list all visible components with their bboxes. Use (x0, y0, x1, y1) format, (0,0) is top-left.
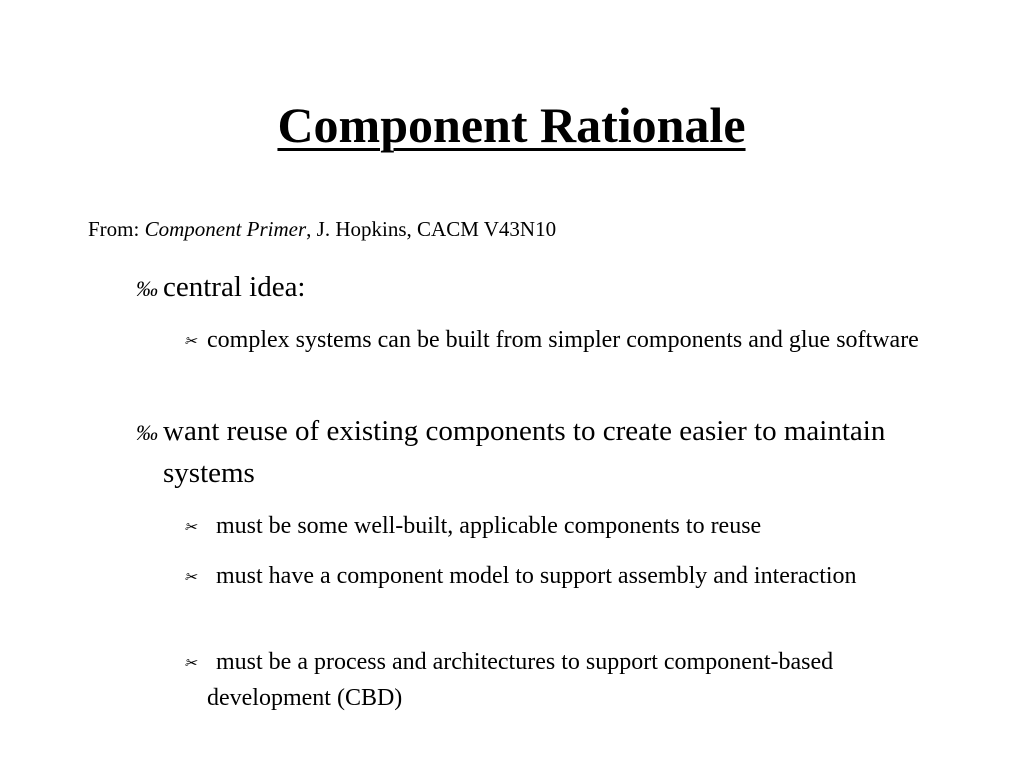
bullet-point-central-idea (136, 266, 953, 308)
source-work-title: Component Primer (144, 217, 307, 241)
sub-bullet-text: must be some well-built, applicable components to reuse (216, 513, 762, 539)
source-suffix: , J. Hopkins, CACM V43N10 (306, 217, 557, 241)
sub-bullet-complex-systems (184, 322, 952, 358)
sub-bullet-process-architectures (184, 644, 952, 716)
sub-bullet-text: must be a process and architectures to support component-based development (CBD) (207, 649, 834, 711)
sub-bullet-text: must have a component model to support assembly and interaction (216, 563, 857, 589)
source-prefix: From: (88, 217, 145, 241)
source-citation (88, 216, 556, 242)
bullet-point-want-reuse (136, 410, 938, 494)
script-bullet-icon: ‰ (136, 420, 158, 445)
bullet-text: central idea: (163, 271, 306, 303)
sub-bullet-well-built-components (184, 508, 967, 544)
sub-bullet-text: complex systems can be built from simpler components and glue software (207, 327, 919, 353)
scissors-bullet-icon: ✂ (184, 334, 197, 350)
bullet-text: want reuse of existing components to create easier to maintain systems (163, 415, 886, 489)
slide-title: Component Rationale (277, 97, 746, 153)
sub-bullet-component-model (184, 558, 912, 594)
scissors-bullet-icon: ✂ (184, 520, 197, 536)
scissors-bullet-icon: ✂ (184, 570, 197, 586)
script-bullet-icon: ‰ (136, 276, 158, 301)
scissors-bullet-icon: ✂ (184, 656, 197, 672)
